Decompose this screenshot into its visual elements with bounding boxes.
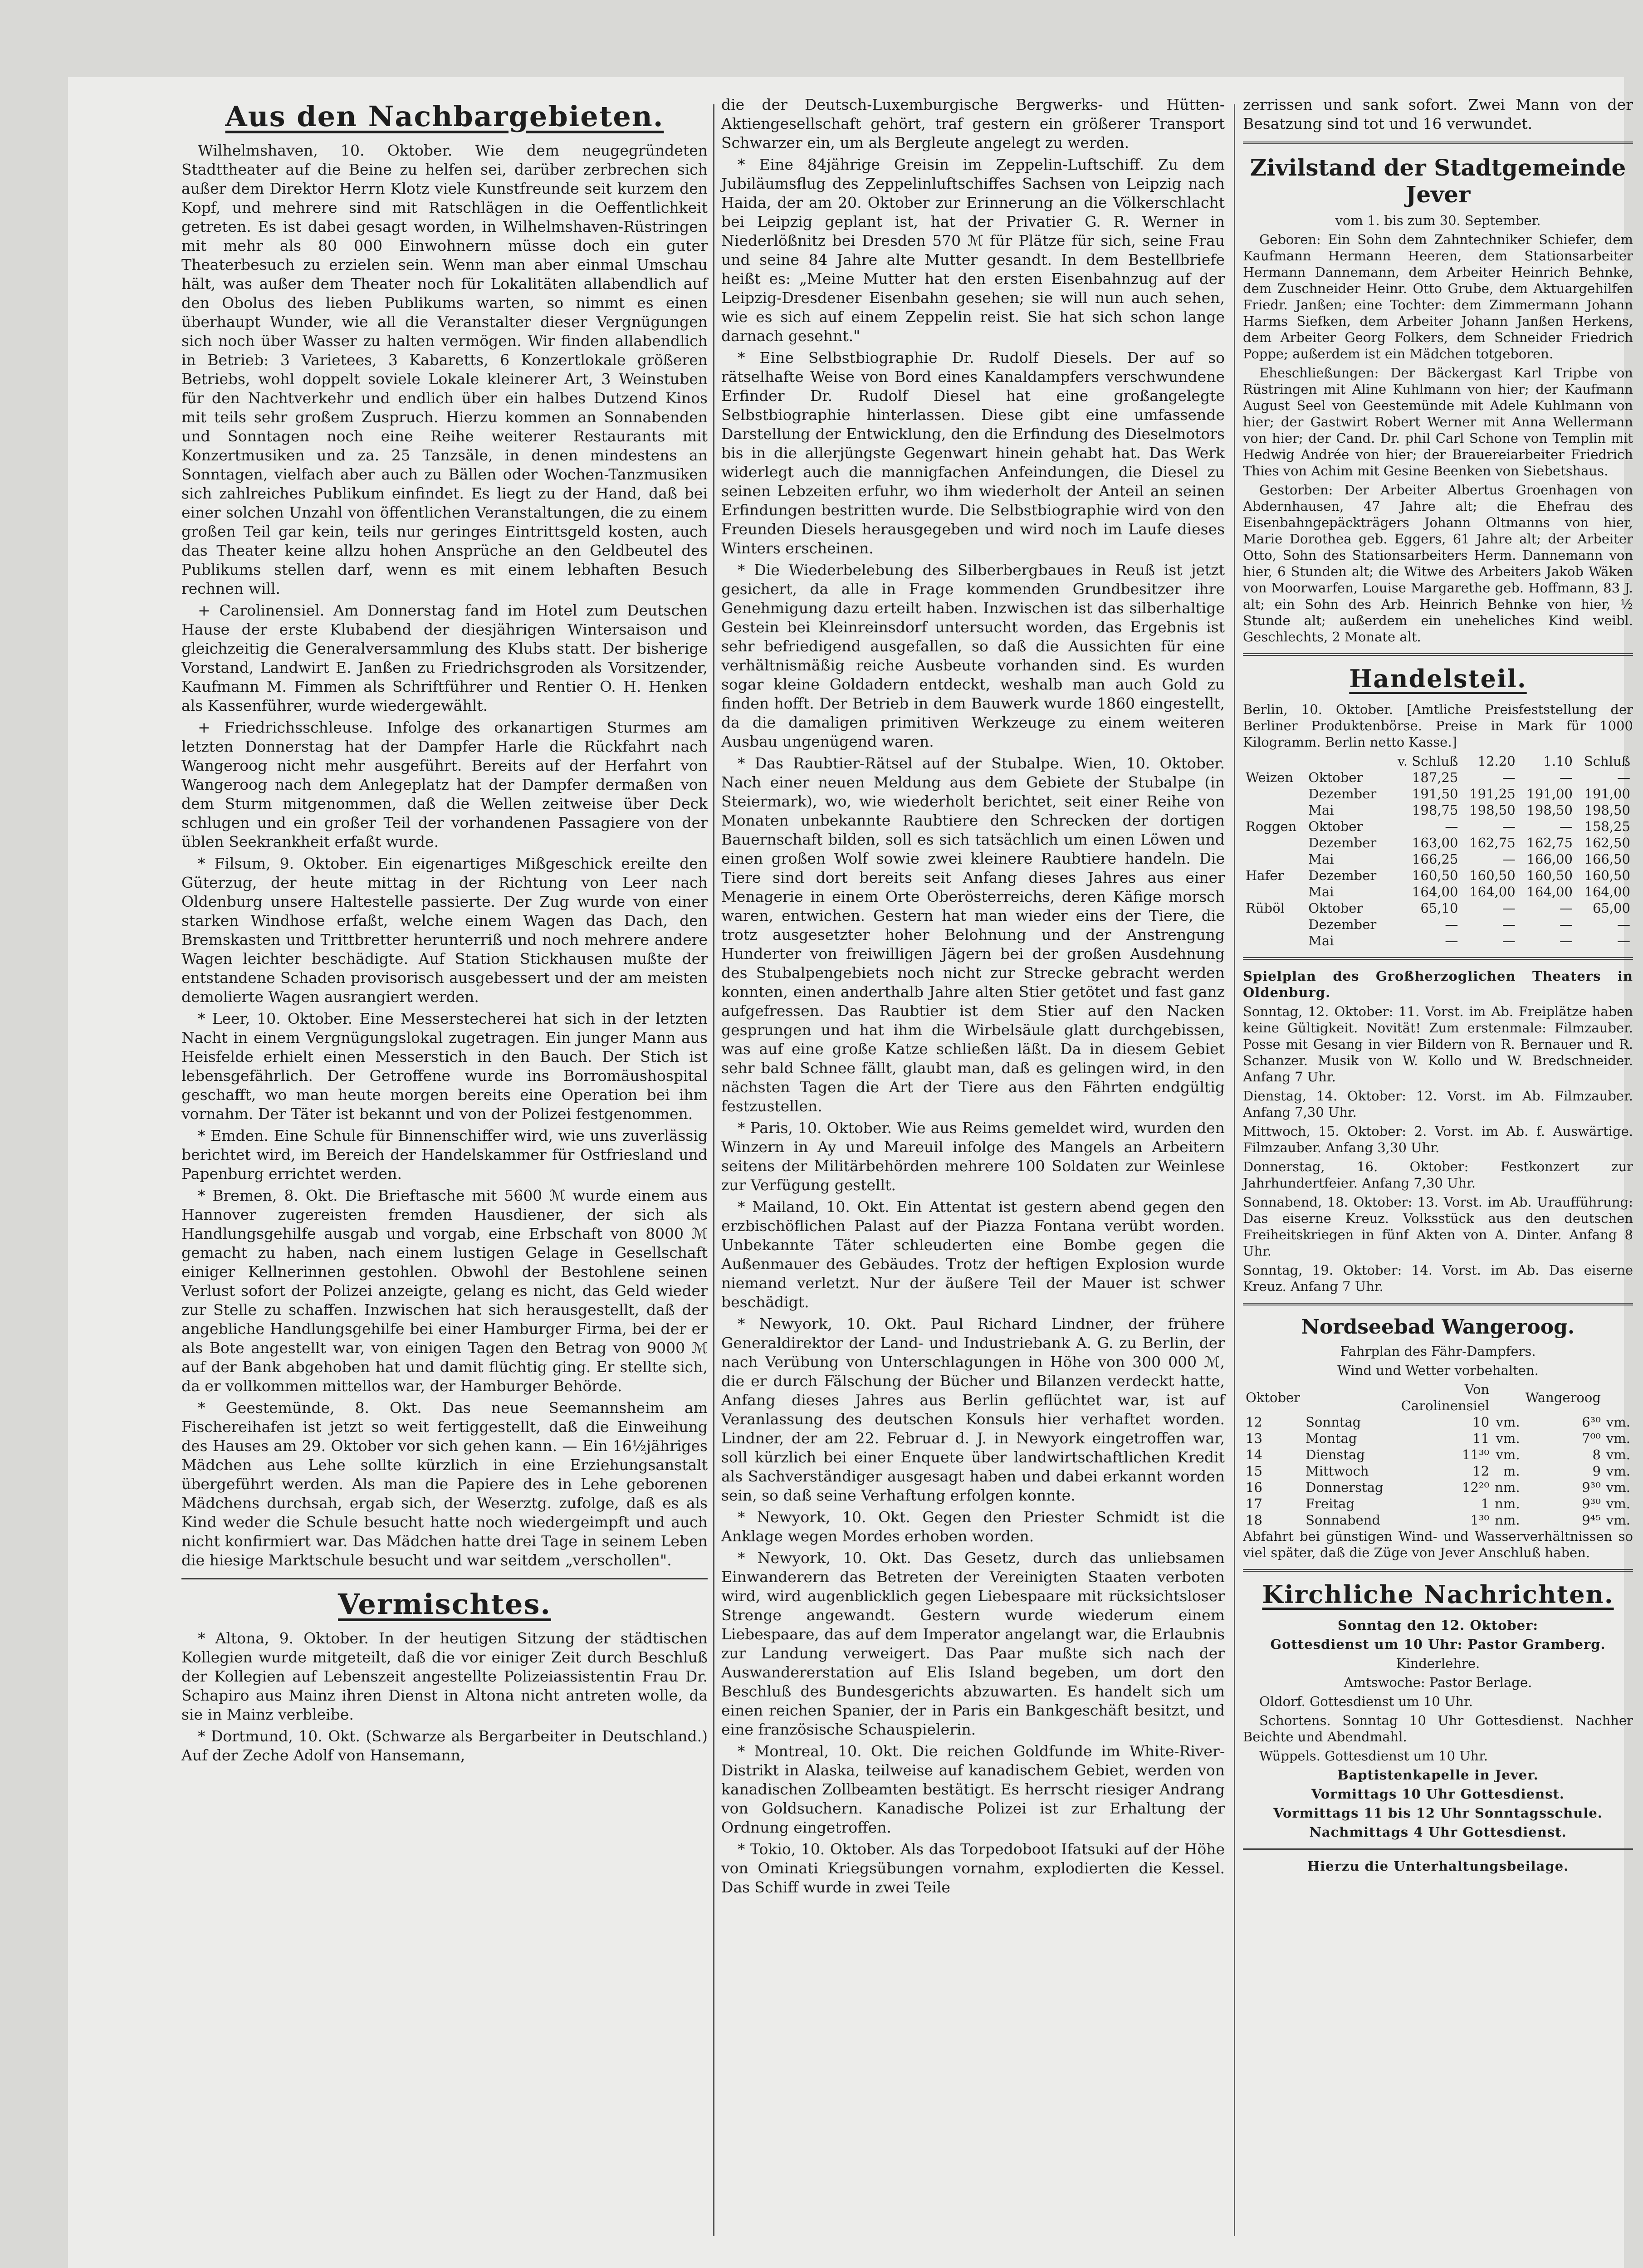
divider [1243, 653, 1633, 656]
table-cell [1243, 933, 1306, 949]
table-header-cell: 1.10 [1543, 753, 1573, 769]
church-line: Vormittags 10 Uhr Gottesdienst. [1311, 1786, 1565, 1802]
table-cell: vm. [1606, 1512, 1630, 1528]
table-cell: 17 [1246, 1496, 1262, 1511]
table-cell: — [1617, 770, 1630, 785]
article: * Mailand, 10. Okt. Ein Attentat ist gestern abend gegen den erzbischöflichen Palast auf der Piazza Fontana verübt worden. Unbekannte Täter schleuderten eine Bombe gegen die Außenmauer des Gebäudes. Trotz der heftigen Explosion wurde niemand verletzt. Nur der äußere Teil der Mauer ist schwer beschädigt. [721, 1198, 1225, 1311]
divider [1243, 1569, 1633, 1572]
table-row [1243, 851, 1633, 867]
table-cell: vm. [1606, 1447, 1630, 1462]
column-2 [721, 95, 1225, 1900]
table-cell: 198,50 [1469, 802, 1516, 818]
column-rule [713, 104, 714, 2236]
table-cell: — [1502, 819, 1516, 834]
article: * Das Raubtier-Rätsel auf der Stubalpe. Wien, 10. Oktober. Nach einer neuen Meldung aus dem Gebiete der Stubalpe (in Steiermark), wo, wie wiederholt berichtet, seit einer Reihe von Monaten unbekannte Raubtiere den Schrecken der dortigen Bauernschaft bilden, soll es sich tatsächlich um einen Löwen und einen großen Wolf sowie zwei kleinere Raubtiere handeln. Die Tiere sind dort bereits seit Anfang dieses Jahres aus einer Menagerie in einem Orte Oberösterreichs, deren Käfige morsch waren, entwichen. Gestern hat man wieder eins der Tiere, die trotz ausgesetzter hoher Belohnung und der Anstrengung Hunderter von freiwilligen Jägern bei der großen Ausdehnung des Stubalpengebiets noch nicht zur Strecke gebracht werden konnten, einen anderthalb Jahre alten Stier getötet und fast ganz aufgefressen. Das Raubtier ist dem Stier auf den Nacken gesprungen und hat ihm die Wirbelsäule glatt durchgebissen, was auf eine große Katze schließen läßt. Da in diesem Gebiet sehr bald Schnee fällt, glaubt man, daß es gelingen wird, in den nächsten Tagen die Art der Tiere aus den Fährten endgültig festzustellen. [721, 754, 1225, 1115]
table-cell [1243, 916, 1306, 933]
church-line: Baptistenkapelle in Jever. [1337, 1767, 1539, 1783]
article: * Filsum, 9. Oktober. Ein eigenartiges Mißgeschick ereilte den Güterzug, der heute mittag in der Richtung von Leer nach Oldenburg unsere Haltestelle passierte. Der Zug wurde von einer starken Windhose erfaßt, welche einem Wagen das Dach, den Bremskasten und Trittbretter herunterriß und noch mehrere andere Wagen leichter beschädigte. Auf Station Stickhausen mußte der entstandene Schaden provisorisch ausgebessert und der am meisten demolierte Wagen ausrangiert werden. [181, 855, 708, 1006]
table-cell: 8 [1592, 1447, 1601, 1462]
table-cell: 162,75 [1526, 835, 1573, 850]
article: * Newyork, 10. Okt. Das Gesetz, durch das unliebsamen Einwanderern das Betreten der Vereinigten Staaten verboten wird, wird augenblicklich gegen Liebespaare mit rücksichtsloser Strenge angewandt. Gestern wurde wiederum einem Liebespaare, das auf dem Imperator angelangt war, die Erlaubnis zur Landung verweigert. Das Paar mußte sich nach der Auswandererstation auf Elis Island begeben, um dort den Beschluß des Bundesgerichts abzuwarten. Es handelt sich um einen reichen Spanier, der in Paris ein Bankgeschäft besitzt, und eine französische Schauspielerin. [721, 1549, 1225, 1738]
church-line: Kinderlehre. [1396, 1656, 1480, 1671]
table-cell: 158,25 [1584, 819, 1630, 834]
table-header-cell: Wangeroog [1525, 1390, 1601, 1405]
table-row [1243, 900, 1633, 916]
table-cell [1243, 851, 1306, 867]
theater-entry: Donnerstag, 16. Oktober: Festkonzert zur Jahrhundertfeier. Anfang 7,30 Uhr. [1243, 1159, 1633, 1191]
section-title: Vermischtes. [338, 1588, 551, 1621]
table-cell: vm. [1606, 1480, 1630, 1495]
ferry-footnote: Abfahrt bei günstigen Wind- und Wasserverhältnissen so viel später, daß die Züge von Jever Anschluß haben. [1243, 1529, 1633, 1560]
theater-entry: Sonnabend, 18. Oktober: 13. Vorst. im Ab. Uraufführung: Das eiserne Kreuz. Volksstück aus den deutschen Freiheitskriegen in fünf Akten von A. Dinter. Anfang 8 Uhr. [1243, 1194, 1633, 1259]
church-title: Kirchliche Nachrichten. [1262, 1580, 1614, 1609]
section-title: Aus den Nachbargebieten. [225, 100, 664, 133]
table-row [1243, 1447, 1633, 1463]
table-cell: Mittwoch [1306, 1463, 1369, 1479]
table-cell: Montag [1306, 1431, 1357, 1446]
table-cell: 164,00 [1469, 884, 1516, 899]
table-cell: 191,50 [1412, 786, 1458, 802]
table-row [1243, 933, 1633, 949]
ferry-title: Nordseebad Wangeroog. [1301, 1315, 1575, 1339]
table-cell: 163,00 [1412, 835, 1458, 850]
article: zerrissen und sank sofort. Zwei Mann von der Besatzung sind tot und 16 verwundet. [1243, 96, 1633, 132]
table-cell: 160,50 [1526, 868, 1573, 883]
table-cell [1243, 884, 1306, 900]
table-row [1243, 1479, 1633, 1496]
table-cell: 164,00 [1412, 884, 1458, 899]
table-cell: vm. [1606, 1431, 1630, 1446]
church-line: Vormittags 11 bis 12 Uhr Sonntagsschule. [1273, 1805, 1603, 1821]
table-cell: 166,00 [1526, 851, 1573, 867]
footer-note: Hierzu die Unterhaltungsbeilage. [1307, 1858, 1569, 1874]
table-cell: Sonntag [1306, 1414, 1361, 1430]
table-cell: nm. [1495, 1480, 1520, 1495]
table-cell: 198,50 [1526, 802, 1573, 818]
table-cell: 198,75 [1412, 802, 1458, 818]
column-3 [1243, 95, 1633, 1877]
divider [1243, 1303, 1633, 1305]
commerce-intro: Berlin, 10. Oktober. [Amtliche Preisfeststellung der Berliner Produktenbörse. Preise in Mark für 1000 Kilogramm. Berlin netto Kasse.] [1243, 702, 1633, 750]
table-cell: 164,00 [1584, 884, 1630, 899]
table-cell: Dezember [1308, 868, 1377, 883]
table-cell: 9 [1592, 1463, 1601, 1479]
table-cell: Mai [1308, 884, 1334, 899]
table-cell: — [1559, 917, 1573, 932]
table-cell: — [1445, 819, 1458, 834]
table-cell [1243, 835, 1306, 851]
table-cell: Freitag [1306, 1496, 1354, 1511]
table-cell: — [1502, 770, 1516, 785]
table-cell: m. [1503, 1463, 1520, 1479]
theater-title: Spielplan des Großherzoglichen Theaters in Oldenburg. [1243, 968, 1633, 1000]
table-cell: 9³⁰ [1582, 1496, 1601, 1511]
table-cell: Oktober [1308, 819, 1363, 834]
church-line: Wüppels. Gottesdienst um 10 Uhr. [1259, 1748, 1488, 1764]
table-cell: 1 [1481, 1496, 1490, 1511]
table-cell: — [1502, 851, 1516, 867]
table-header-cell: v. Schluß [1397, 753, 1458, 769]
table-header-cell [1604, 1381, 1633, 1414]
table-cell: vm. [1606, 1463, 1630, 1479]
table-cell: 198,50 [1584, 802, 1630, 818]
table-cell: 12 [1246, 1414, 1262, 1430]
births: Geboren: Ein Sohn dem Zahntechniker Schiefer, dem Kaufmann Hermann Heeren, dem Stationsarbeiter Hermann Dannemann, dem Arbeiter Heinrich Behnke, dem Zuschneider Heinr. Otto Grube, dem Aktuargehilfen Friedr. Janßen; eine Tochter: dem Zimmermann Johann Harms Siefken, dem Arbeiter Johann Janßen Herkens, dem Arbeiter Georg Folkers, dem Schneider Friedrich Poppe; außerdem ist ein Mädchen totgeboren. [1243, 232, 1633, 362]
table-cell: 65,10 [1420, 900, 1458, 916]
article: * Bremen, 8. Okt. Die Brieftasche mit 5600 ℳ wurde einem aus Hannover zugereisten fremden Hausdiener, der sich als Handlungsgehilfe ausgab und vorgab, eine Erbschaft von 8000 ℳ gemacht zu haben, nach einem lustigen Gelage in Gesellschaft einiger Kellnerinnen gestohlen. Obwohl der Bestohlene seinen Verlust sofort der Polizei anzeigte, gelang es nicht, das Geld wieder zur Stelle zu schaffen. Inzwischen hat sich herausgestellt, daß der angebliche Handlungsgehilfe bei einer Hamburger Firma, bei der er als Bote angestellt war, von einigen Tagen den Betrag von 9000 ℳ auf der Bank abgehoben hat und damit flüchtig ging. Er stellte sich, da er vollkommen mittellos war, der Hamburger Behörde. [181, 1187, 708, 1395]
article: * Paris, 10. Oktober. Wie aus Reims gemeldet wird, wurden den Winzern in Ay und Mareuil infolge des Mangels an Arbeitern seitens der Militärbehörden mehrere 100 Soldaten zur Weinlese zur Verfügung gestellt. [721, 1119, 1225, 1194]
church-line: Schortens. Sonntag 10 Uhr Gottesdienst. Nachher Beichte und Abendmahl. [1243, 1713, 1633, 1745]
table-cell: 13 [1246, 1431, 1262, 1446]
table-row [1243, 1430, 1633, 1447]
table-header-cell: Schluß [1584, 753, 1630, 769]
table-cell: 191,25 [1469, 786, 1516, 802]
theater-entry: Sonntag, 19. Oktober: 14. Vorst. im Ab. Das eiserne Kreuz. Anfang 7 Uhr. [1243, 1262, 1633, 1294]
article: * Die Wiederbelebung des Silberbergbaues in Reuß ist jetzt gesichert, da alle in Frage kommenden Grundbesitzer ihre Genehmigung dazu erteilt haben. Inzwischen ist das silberhaltige Gestein bei Kleinreinsdorf untersucht worden, das Ergebnis ist sehr befriedigend ausgefallen, so daß die Aussichten für eine verhältnismäßig reiche Ausbeute vorhanden sind. Es wurden sogar kleine Goldadern entdeckt, weshalb man auch Gold zu finden hofft. Der Betrieb in dem Bauwerk wurde 1860 eingestellt, da die damaligen primitiven Werkzeuge zu einem weiteren Ausbau ungenügend waren. [721, 561, 1225, 750]
article: * Dortmund, 10. Okt. (Schwarze als Bergarbeiter in Deutschland.) Auf der Zeche Adolf von Hansemann, [181, 1727, 708, 1764]
table-header-cell: Oktober [1246, 1390, 1301, 1405]
article: * Newyork, 10. Okt. Gegen den Priester Schmidt ist die Anklage wegen Mordes erhoben worden. [721, 1508, 1225, 1545]
table-row [1243, 802, 1633, 818]
commerce-title: Handelsteil. [1349, 664, 1527, 693]
article: * Emden. Eine Schule für Binnenschiffer wird, wie uns zuverlässig berichtet wird, im Bereich der Handelskammer für Ostfriesland und Papenburg errichtet werden. [181, 1127, 708, 1183]
table-cell [1243, 786, 1306, 802]
table-cell: — [1559, 819, 1573, 834]
church-line: Amtswoche: Pastor Berlage. [1344, 1675, 1532, 1690]
table-header-cell [1303, 1381, 1386, 1414]
table-cell: 191,00 [1526, 786, 1573, 802]
table-cell: 7⁰⁰ [1582, 1431, 1601, 1446]
table-cell: Dezember [1308, 786, 1377, 802]
table-cell: — [1559, 900, 1573, 916]
table-cell: 160,50 [1412, 868, 1458, 883]
church-line: Nachmittags 4 Uhr Gottesdienst. [1309, 1824, 1567, 1840]
column-rule [1234, 104, 1235, 2236]
table-cell: 15 [1246, 1463, 1262, 1479]
article: * Eine 84jährige Greisin im Zeppelin-Luftschiff. Zu dem Jubiläumsflug des Zeppelinluftschiffes Sachsen von Leipzig nach Haida, der am 20. Oktober zur Erinnerung an die Völkerschlacht bei Leipzig geplant ist, hat der Privatier G. R. Werner in Niederlößnitz bei Dresden 570 ℳ für Plätze für sich, seine Frau und seine 84 Jahre alte Mutter gesandt. In dem Bestellbriefe heißt es: „Meine Mutter hat den ersten Eisenbahnzug auf der Leipzig-Dresdener Eisenbahn gesehen; sie will nun auch sehen, wie es sich auf einem Zeppelin reist. Sie hat sich schon lange darnach gesehnt." [721, 156, 1225, 345]
article: + Carolinensiel. Am Donnerstag fand im Hotel zum Deutschen Hause der erste Klubabend der diesjährigen Wintersaison und gleichzeitig die Generalversammlung des Klubs statt. Der bisherige Vorstand, Landwirt E. Janßen zu Friedrichsgroden als Vorsitzender, Kaufmann M. Fimmen als Schriftführer und Rentier O. H. Henken als Kassenführer, wurde wiedergewählt. [181, 601, 708, 714]
column-1 [181, 95, 708, 1768]
table-cell: Dienstag [1306, 1447, 1365, 1462]
table-cell: — [1617, 917, 1630, 932]
civil-registry-title: Zivilstand der Stadtgemeinde Jever [1250, 154, 1626, 208]
table-cell: — [1502, 917, 1516, 932]
table-cell: 164,00 [1526, 884, 1573, 899]
marriages: Eheschließungen: Der Bäckergast Karl Tripbe von Rüstringen mit Aline Kuhlmann von hier; der Kaufmann August Seel von Geestemünde mit Adele Kuhlmann von hier; der Gastwirt Robert Werner mit Anna Wellermann von hier; der Cand. Dr. phil Carl Schone von Templin mit Hedwig Andrée von hier; der Brauereiarbeiter Friedrich Thies von Achim mit Gesine Beenken von Siebetshaus. [1243, 365, 1633, 479]
table-row [1243, 835, 1633, 851]
table-header-cell [1243, 753, 1306, 769]
divider [1243, 1848, 1633, 1850]
table-cell: Mai [1308, 802, 1334, 818]
table-cell: — [1559, 933, 1573, 948]
table-cell: nm. [1495, 1512, 1520, 1528]
theater-entry: Mittwoch, 15. Oktober: 2. Vorst. im Ab. f. Auswärtige. Filmzauber. Anfang 3,30 Uhr. [1243, 1124, 1633, 1155]
table-cell: — [1559, 770, 1573, 785]
table-cell: vm. [1606, 1496, 1630, 1511]
table-cell: Roggen [1246, 819, 1297, 834]
table-cell: 160,50 [1584, 868, 1630, 883]
price-table [1243, 753, 1633, 949]
table-cell: Oktober [1308, 900, 1363, 916]
table-cell: Sonnabend [1306, 1512, 1380, 1528]
table-cell: 14 [1246, 1447, 1262, 1462]
table-header-cell [1306, 753, 1387, 769]
ferry-note: Wind und Wetter vorbehalten. [1337, 1363, 1539, 1378]
table-cell: 16 [1246, 1480, 1262, 1495]
church-line: Sonntag den 12. Oktober: [1337, 1618, 1539, 1633]
church-line: Oldorf. Gottesdienst um 10 Uhr. [1259, 1694, 1473, 1709]
table-cell: vm. [1606, 1414, 1630, 1430]
table-row [1243, 867, 1633, 884]
table-cell: 1³⁰ [1470, 1512, 1490, 1528]
table-cell: vm. [1496, 1447, 1520, 1462]
article: die der Deutsch-Luxemburgische Bergwerks- und Hütten-Aktiengesellschaft gehört, traf gestern ein größerer Transport Schwarzer ein, um als Bergleute angelegt zu werden. [721, 96, 1225, 152]
article: + Friedrichsschleuse. Infolge des orkanartigen Sturmes am letzten Donnerstag hat der Dampfer Harle die Rückfahrt nach Wangeroog nicht mehr ausgeführt. Bereits auf der Herfahrt von Wangeroog nach dem Anlegeplatz hat der Dampfer dermaßen von dem Sturm mitgenommen, daß die Wellen zeitweise über Deck schlugen und ein großer Teil der vorhandenen Passagiere von der üblen Seekrankheit erfaßt wurde. [181, 719, 708, 850]
table-row [1243, 1512, 1633, 1528]
table-cell: Oktober [1308, 770, 1363, 785]
table-cell: nm. [1495, 1496, 1520, 1511]
table-cell: Dezember [1308, 835, 1377, 850]
table-cell: Dezember [1308, 917, 1377, 932]
table-cell: 6³⁰ [1582, 1414, 1601, 1430]
table-header-cell [1492, 1381, 1522, 1414]
table-cell: vm. [1496, 1431, 1520, 1446]
table-row [1243, 1414, 1633, 1430]
article: * Montreal, 10. Okt. Die reichen Goldfunde im White-River-Distrikt in Alaska, teilweise auf kanadischem Gebiet, werden von kanadischen Zollbeamten bestätigt. Es herrscht riesiger Andrang von Goldsuchern. Kanadische Polizei ist zur Erhaltung der Ordnung eingetroffen. [721, 1742, 1225, 1836]
table-cell: 10 [1472, 1414, 1490, 1430]
table-cell: Mai [1308, 933, 1334, 948]
table-row [1243, 1463, 1633, 1479]
table-cell: — [1502, 933, 1516, 948]
table-cell: Rüböl [1246, 900, 1285, 916]
table-row [1243, 818, 1633, 835]
article: * Tokio, 10. Oktober. Als das Torpedoboot Ifatsuki auf der Höhe von Ominati Kriegsübungen vornahm, explodierten die Kessel. Das Schiff wurde in zwei Teile [721, 1840, 1225, 1896]
table-header-cell: 12.20 [1477, 753, 1516, 769]
table-cell: 11³⁰ [1462, 1447, 1490, 1462]
table-cell: 166,25 [1412, 851, 1458, 867]
church-line: Gottesdienst um 10 Uhr: Pastor Gramberg. [1270, 1637, 1606, 1652]
table-cell: — [1445, 933, 1458, 948]
table-row [1243, 786, 1633, 802]
table-cell: Donnerstag [1306, 1480, 1384, 1495]
deaths: Gestorben: Der Arbeiter Albertus Groenhagen von Abdernhausen, 47 Jahre alt; die Ehefrau des Eisenbahngepäckträgers Johann Oltmanns von hier, Marie Dorothea geb. Eggers, 61 Jahre alt; der Arbeiter Otto, Sohn des Stationsarbeiters Herm. Dannemann von hier, 6 Stunden alt; die Witwe des Arbeiters Jakob Wäken von Moorwarfen, Louise Margarethe geb. Hoffmann, 83 J. alt; ein Sohn des Arb. Heinrich Behnke von hier, ½ Stunde alt; außerdem ein uneheliches Kind weibl. Geschlechts, 2 Monate alt. [1243, 482, 1633, 645]
table-cell: Hafer [1246, 868, 1284, 883]
civil-registry-range: vom 1. bis zum 30. September. [1335, 213, 1541, 228]
divider [1243, 142, 1633, 144]
table-row [1243, 884, 1633, 900]
table-cell: — [1445, 917, 1458, 932]
table-cell: 162,75 [1469, 835, 1516, 850]
table-cell: 11 [1472, 1431, 1490, 1446]
table-cell: 166,50 [1584, 851, 1630, 867]
table-row [1243, 916, 1633, 933]
table-row [1243, 1496, 1633, 1512]
article: * Leer, 10. Oktober. Eine Messerstecherei hat sich in der letzten Nacht in einem Vergnügungslokal zugetragen. Ein junger Mann aus Heisfelde erhielt einen Messerstich in den Bauch. Der Stich ist lebensgefährlich. Der Getroffene wurde ins Borromäushospital geschafft, wo man heute morgen bereits eine Operation bei ihm vornahm. Der Täter ist bekannt und von der Polizei festgenommen. [181, 1010, 708, 1123]
table-cell: Mai [1308, 851, 1334, 867]
divider [181, 1578, 708, 1579]
ferry-table [1243, 1381, 1633, 1528]
table-cell: 160,50 [1469, 868, 1516, 883]
divider [1243, 957, 1633, 960]
table-cell: 9³⁰ [1582, 1480, 1601, 1495]
table-cell [1243, 802, 1306, 818]
table-row [1243, 769, 1633, 786]
table-cell: 12²⁰ [1462, 1480, 1490, 1495]
table-cell: 9⁴⁵ [1582, 1512, 1601, 1528]
ferry-subtitle: Fahrplan des Fähr-Dampfers. [1340, 1344, 1536, 1359]
table-cell: 18 [1246, 1512, 1262, 1528]
theater-entry: Sonntag, 12. Oktober: 11. Vorst. im Ab. Freiplätze haben keine Gültigkeit. Novität! Zum erstenmale: Filmzauber. Posse mit Gesang in vier Bildern von R. Bernauer und R. Schanzer. Musik von W. Kollo und W. Bredschneider. Anfang 7 Uhr. [1243, 1004, 1633, 1085]
article: Wilhelmshaven, 10. Oktober. Wie dem neugegründeten Stadttheater auf die Beine zu helfen sei, darüber zerbrechen sich außer dem Direktor Herrn Klotz viele Kunstfreunde seit kurzem den Kopf, und mehrere sind mit Ratschlägen in die Oeffentlichkeit getreten. Es ist dabei gesagt worden, in Wilhelmshaven-Rüstringen mit mehr als 80 000 Einwohnern müsse doch ein guter Theaterbesuch zu erzielen sein. Wenn man aber einmal Umschau hält, was außer dem Theater noch für Lokalitäten allabendlich auf den Obolus des lieben Publikums warten, so nimmt es einen überhaupt Wunder, wie all die Veranstalter dieser Vergnügungen sich noch über Wasser zu halten vermögen. Wir finden allabendlich in Betrieb: 3 Varietees, 3 Kabaretts, 6 Konzertlokale größeren Betriebs, wohl doppelt soviele Lokale kleinerer Art, 3 Weinstuben für den Nachtverkehr und endlich über ein halbes Dutzend Kinos mit teils sehr großem Zuspruch. Hierzu kommen an Sonnabenden und Sonntagen noch eine Reihe weiterer Restaurants mit Konzertmusiken und za. 25 Tanzsäle, in denen mindestens an Sonntagen, vielfach aber auch zu Bällen oder Wochen-Tanzmusiken sich zahlreiches Publikum einfindet. Es liegt zu der Hand, daß bei einer solchen Unzahl von öffentlichen Veranstaltungen, die zu einem großen Teil gar kein, teils nur geringes Eintrittsgeld kosten, auch das Theater keine allzu hohen Ansprüche an den Geldbeutel des Publikums stellen darf, wenn es mit einem lebhaften Besuch rechnen will. [181, 142, 708, 597]
table-cell: 65,00 [1592, 900, 1630, 916]
theater-entry: Dienstag, 14. Oktober: 12. Vorst. im Ab. Filmzauber. Anfang 7,30 Uhr. [1243, 1088, 1633, 1120]
newspaper-page [68, 77, 1633, 2268]
table-cell: 187,25 [1412, 770, 1458, 785]
table-cell: Weizen [1246, 770, 1293, 785]
article: * Altona, 9. Oktober. In der heutigen Sitzung der städtischen Kollegien wurde mitgeteilt, daß die vor einiger Zeit durch Beschluß der Kollegien auf Lebenszeit angestellte Polizeiassistentin Frau Dr. Schapiro aus Mainz ihren Dienst in Altona nicht antreten wolle, da sie in Mainz verbleibe. [181, 1629, 708, 1723]
table-cell: 162,50 [1584, 835, 1630, 850]
article: * Newyork, 10. Okt. Paul Richard Lindner, der frühere Generaldirektor der Land- und Industriebank A. G. zu Berlin, der nach Verübung von Unterschlagungen in Höhe von 300 000 ℳ, die er durch Fälschung der Bücher und Bilanzen verdeckt hatte, Anfang dieses Jahres aus Berlin geflüchtet war, ist auf Veranlassung des deutschen Konsuls hier verhaftet worden. Lindner, der am 22. Februar d. J. in Newyork eingetroffen war, soll kürzlich bei einer Enquete über landwirtschaftlichen Kredit als Sachverständiger ausgesagt haben und dabei erkannt worden sein, so daß seine Verhaftung erfolgen konnte. [721, 1315, 1225, 1504]
table-cell: vm. [1496, 1414, 1520, 1430]
table-cell: 191,00 [1584, 786, 1630, 802]
article: * Eine Selbstbiographie Dr. Rudolf Diesels. Der auf so rätselhafte Weise von Bord eines Kanaldampfers verschwundene Erfinder Dr. Rudolf Diesel hat eine großangelegte Selbstbiographie hinterlassen. Diese gibt eine umfassende Darstellung der Entwicklung, den die Erfindung des Dieselmotors bis in die allerjüngste Gegenwart hinein gehabt hat. Das Werk widerlegt auch die mannigfachen Anfeindungen, die Diesel zu seinen Lebzeiten erfuhr, wo ihm wiederholt der Anteil an seinen Erfindungen bestritten wurde. Die Selbstbiographie wird von den Freunden Diesels herausgegeben und wird noch im Laufe dieses Winters erscheinen. [721, 349, 1225, 557]
table-cell: — [1502, 900, 1516, 916]
table-header-cell: Von Carolinensiel [1401, 1382, 1490, 1413]
table-cell: — [1617, 933, 1630, 948]
article: * Geestemünde, 8. Okt. Das neue Seemannsheim am Fischereihafen ist jetzt so weit fertiggestellt, daß die Einweihung des Hauses am 29. Oktober vor sich gehen kann. — Ein 16½jähriges Mädchen aus Lehe sollte kürzlich in eine Erziehungsanstalt übergeführt werden. Als man die Papiere des in Lehe geborenen Mädchens durchsah, ergab sich, der Weserztg. zufolge, daß es als Kind weder die Schule besucht hatte noch wiedergeimpft und auch nicht konfirmiert war. Das Mädchen hatte drei Tage in seinem Leben die hiesige Marktschule besucht und war seitdem „verschollen". [181, 1399, 708, 1569]
table-cell: 12 [1472, 1463, 1490, 1479]
